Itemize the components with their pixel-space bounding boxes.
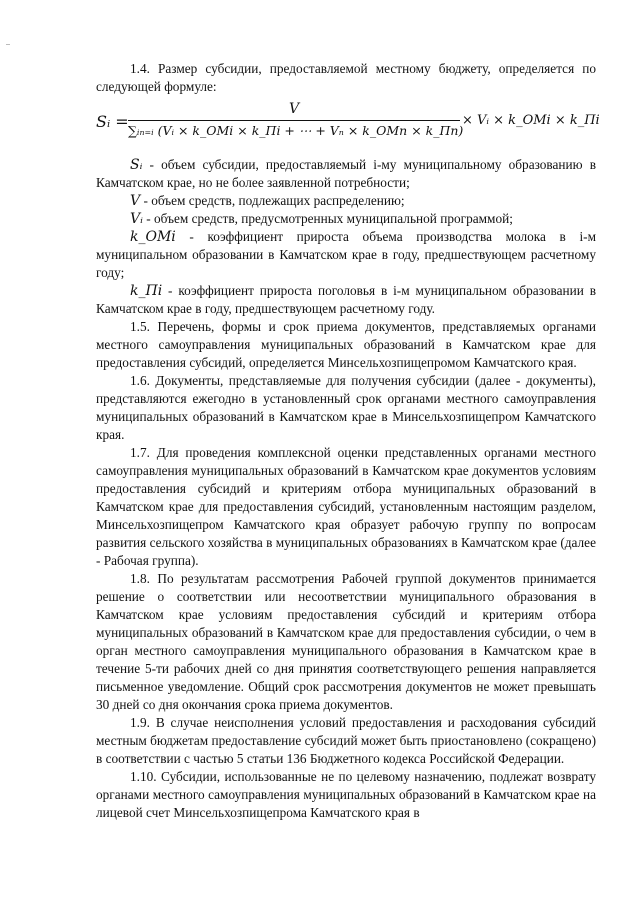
- definition-symbol: k_Πi: [130, 283, 163, 299]
- definition-symbol: Sᵢ: [130, 157, 143, 173]
- paragraph-1-6: 1.6. Документы, представляемые для получения субсидии (далее - документы), представляются ежегодно в установленный срок органами местного самоуправления муниципальных образований в Камчатском крае в Минсельхозпищепром Камчатского края.: [96, 373, 596, 442]
- formula-fraction: [128, 98, 464, 141]
- formula-rhs: × Vᵢ × k_OMi × k_Πi: [462, 113, 600, 128]
- definition-symbol: Vᵢ: [130, 211, 143, 227]
- margin-mark: [6, 44, 10, 45]
- definition-text: - коэффициент прироста объема производства молока в i-м муниципальном образовании в Камчатском крае в году, предшествующем расчетному году;: [96, 229, 596, 280]
- definition-text: - объем средств, подлежащих распределению;: [140, 193, 405, 208]
- definition-text: - коэффициент прироста поголовья в i-м муниципальном образовании в Камчатском крае в году, предшествующем расчетному году.: [96, 283, 596, 316]
- paragraph-1-8: 1.8. По результатам рассмотрения Рабочей группой документов принимается решение о соответствии или несоответствии муниципального образования в Камчатском крае условиям предоставления субсидий и критериям отбора муниципальных образований в Камчатском крае для предоставления субсидии, о чем в орган местного самоуправления муниципального образования в Камчатском крае в течение 5-ти рабочих дней со дня принятия соответствующего решения направляется письменное уведомление. Общий срок рассмотрения документов не может превышать 30 дней со дня окончания срока приема документов.: [96, 571, 596, 712]
- subsidy-formula: [96, 98, 600, 150]
- paragraph-1-5: 1.5. Перечень, формы и срок приема документов, представляемых органами местного самоуправления муниципальных образований в Камчатском крае для предоставления субсидий, определяется Минсельхозпищепромом Камчатского края.: [96, 319, 596, 370]
- definition-text: - объем субсидии, предоставляемый i-му муниципальному образованию в Камчатском крае, но не более заявленной потребности;: [96, 157, 596, 190]
- definition-kpi: [96, 282, 596, 318]
- paragraph-1-10: 1.10. Субсидии, использованные не по целевому назначению, подлежат возврату органами местного самоуправления муниципальных образований в Камчатском крае на лицевой счет Минсельхозпищепрома Камчатского края в: [96, 769, 596, 820]
- definition-symbol: V: [130, 193, 141, 209]
- formula-denominator: ∑ᵢₙ₌ᵢ (Vᵢ × k_OMi × k_Πi + ⋯ + Vₙ × k_OMn × k_Πn): [128, 123, 464, 138]
- paragraph-1-7: 1.7. Для проведения комплексной оценки представленных органами местного самоуправления муниципальных образований в Камчатском крае документов условиям предоставления субсидий и критериям отбора муниципальных образований в Камчатском крае для предоставления субсидий, установленным настоящим разделом, Минсельхозпищепром Камчатского края образует рабочую группу по вопросам развития сельского хозяйства в муниципальных образованиях в Камчатском крае (далее - Рабочая группа).: [96, 445, 596, 568]
- paragraph-1-9: 1.9. В случае неисполнения условий предоставления и расходования субсидий местным бюджетам предоставление субсидий может быть приостановлено (сокращено) в соответствии с частью 5 статьи 136 Бюджетного кодекса Российской Федерации.: [96, 715, 597, 766]
- document-body: [96, 60, 600, 822]
- definition-komi: [96, 228, 596, 282]
- definition-si: [96, 156, 596, 192]
- definition-vi: [96, 210, 596, 228]
- definition-symbol: k_OMi: [130, 229, 176, 245]
- definition-text: - объем средств, предусмотренных муниципальной программой;: [142, 211, 513, 226]
- paragraph-1-4: 1.4. Размер субсидии, предоставляемой местному бюджету, определяется по следующей формуле:: [96, 61, 596, 94]
- formula-lhs: Sᵢ =: [96, 112, 129, 131]
- formula-numerator: V: [288, 101, 300, 117]
- definition-v: [96, 192, 596, 210]
